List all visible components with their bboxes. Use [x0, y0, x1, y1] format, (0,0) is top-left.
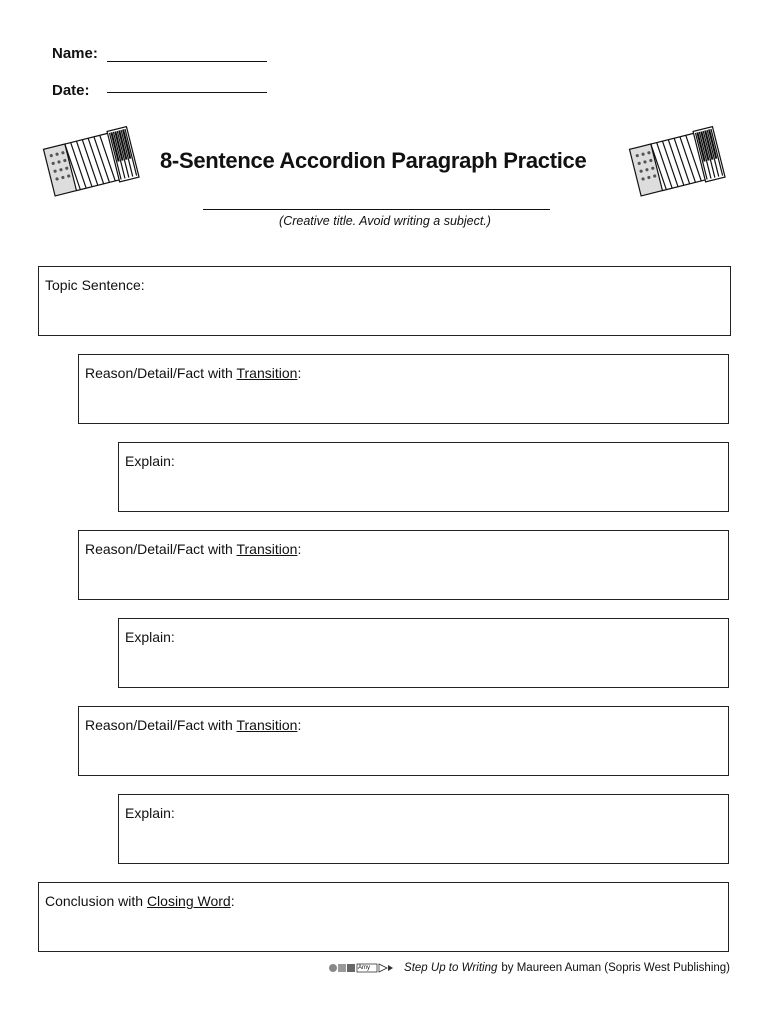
logo-text: Amy	[358, 965, 371, 971]
topic-sentence-box[interactable]	[38, 266, 731, 336]
transition-word: Transition	[236, 717, 298, 733]
topic-sentence-label: Topic Sentence:	[45, 277, 145, 293]
reason-prefix: Reason/Detail/Fact with	[85, 541, 237, 557]
conclusion-prefix: Conclusion with	[45, 893, 147, 909]
explain-label-3: Explain:	[125, 805, 175, 821]
date-label: Date:	[52, 82, 90, 99]
explain-box-2[interactable]	[118, 618, 729, 688]
explain-box-1[interactable]	[118, 442, 729, 512]
publisher-logo-icon	[328, 962, 396, 974]
reason-suffix: :	[297, 541, 302, 557]
reason-box-3[interactable]	[78, 706, 729, 776]
reason-label-3	[85, 717, 301, 733]
title-hint: (Creative title. Avoid writing a subject.)	[279, 214, 491, 228]
reason-prefix: Reason/Detail/Fact with	[85, 717, 237, 733]
author-credit: by Maureen Auman (Sopris West Publishing)	[501, 962, 730, 974]
reason-label-2	[85, 541, 301, 557]
explain-label-1: Explain:	[125, 453, 175, 469]
explain-box-3[interactable]	[118, 794, 729, 864]
accordion-icon-left	[42, 124, 142, 200]
reason-box-2[interactable]	[78, 530, 729, 600]
accordion-icon-right	[628, 124, 728, 200]
footer-credit	[328, 962, 730, 974]
title-line[interactable]	[203, 209, 550, 210]
reason-box-1[interactable]	[78, 354, 729, 424]
transition-word: Transition	[236, 365, 298, 381]
transition-word: Transition	[236, 541, 298, 557]
page-title: 8-Sentence Accordion Paragraph Practice	[160, 148, 587, 173]
reason-suffix: :	[297, 365, 302, 381]
date-line[interactable]	[107, 92, 267, 93]
conclusion-label	[45, 893, 235, 909]
reason-prefix: Reason/Detail/Fact with	[85, 365, 237, 381]
name-line[interactable]	[107, 61, 267, 62]
reason-suffix: :	[297, 717, 302, 733]
reason-label-1	[85, 365, 301, 381]
explain-label-2: Explain:	[125, 629, 175, 645]
name-label: Name:	[52, 45, 98, 62]
book-title: Step Up to Writing	[404, 962, 498, 974]
conclusion-suffix: :	[230, 893, 235, 909]
conclusion-box[interactable]	[38, 882, 729, 952]
closing-word: Closing Word	[146, 893, 231, 909]
